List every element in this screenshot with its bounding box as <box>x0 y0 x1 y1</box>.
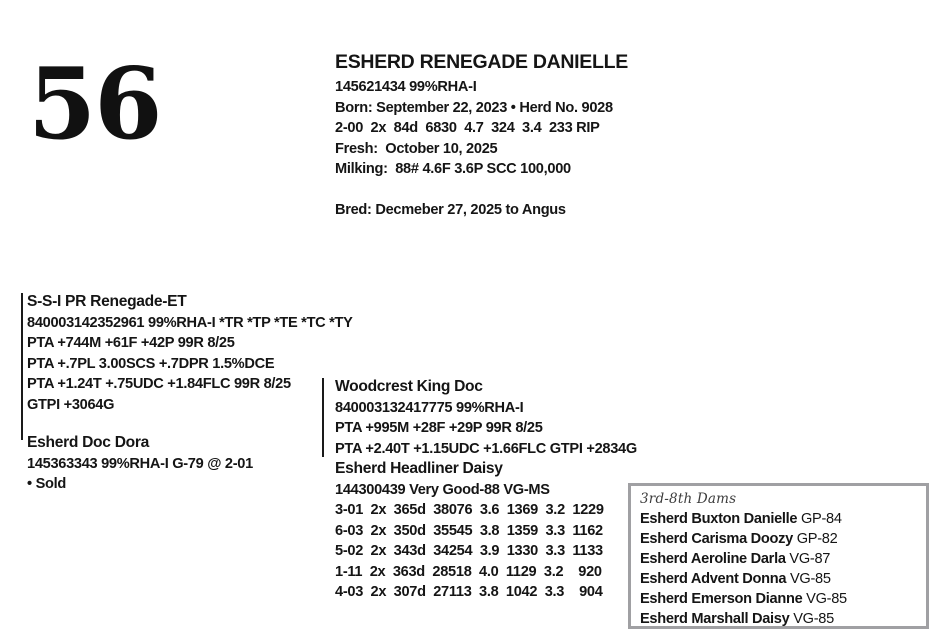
sire-line: 840003142352961 99%RHA-I *TR *TP *TE *TC *TY <box>27 314 353 331</box>
blank-line <box>335 180 628 201</box>
dams-box-item <box>640 609 926 629</box>
lot-number: 56 <box>28 47 161 162</box>
lactation-record: 1-11 2x 363d 28518 4.0 1129 3.2 920 <box>335 563 602 580</box>
lactation-record: 3-01 2x 365d 38076 3.6 1369 3.2 1229 <box>335 502 604 518</box>
second-dam-registration: 144300439 Very Good-88 VG-MS <box>335 481 550 498</box>
animal-record-line: 2-00 2x 84d 6830 4.7 324 3.4 233 RIP <box>335 120 600 136</box>
animal-milking-line: Milking: 88# 4.6F 3.6P SCC 100,000 <box>335 161 571 177</box>
dam-item-name: Esherd Carisma Doozy <box>640 531 793 547</box>
maternal-line-block <box>335 377 637 603</box>
animal-name: ESHERD RENEGADE DANIELLE <box>335 51 628 73</box>
grandsire-bracket-line <box>322 378 324 457</box>
dam-item-name: Esherd Advent Donna <box>640 571 787 587</box>
dam-item-score: VG-85 <box>789 571 831 587</box>
sire-line: PTA +744M +61F +42P 99R 8/25 <box>27 335 235 351</box>
dam-item-score: GP-82 <box>796 531 838 547</box>
dam-item-score: VG-87 <box>789 551 831 567</box>
sire-block <box>27 292 353 415</box>
animal-registration: 145621434 99%RHA-I <box>335 79 477 95</box>
dam-item-score: VG-85 <box>806 591 847 607</box>
dams-box-item <box>640 569 926 589</box>
maternal-grandsire-name: Woodcrest King Doc <box>335 378 483 395</box>
animal-bred-line: Bred: Decmeber 27, 2025 to Angus <box>335 202 566 218</box>
lactation-record: 5-02 2x 343d 34254 3.9 1330 3.3 1133 <box>335 543 603 559</box>
dam-block <box>27 433 253 495</box>
dam-item-name: Esherd Aeroline Darla <box>640 551 786 567</box>
sire-line: PTA +1.24T +.75UDC +1.84FLC 99R 8/25 <box>27 376 291 392</box>
dam-registration: 145363343 99%RHA-I G-79 @ 2-01 <box>27 455 253 472</box>
sire-line: PTA +.7PL 3.00SCS +.7DPR 1.5%DCE <box>27 355 275 372</box>
lactation-record: 6-03 2x 350d 35545 3.8 1359 3.3 1162 <box>335 522 603 539</box>
dam-item-name: Esherd Emerson Dianne <box>640 591 803 607</box>
dam-item-name: Esherd Buxton Danielle <box>640 511 798 527</box>
dam-item-score: VG-85 <box>793 611 834 627</box>
sire-name: S-S-I PR Renegade-ET <box>27 293 187 310</box>
dam-sold-note: • Sold <box>27 476 66 492</box>
maternal-grandsire-line: PTA +995M +28F +29P 99R 8/25 <box>335 420 543 436</box>
dam-item-name: Esherd Marshall Daisy <box>640 611 790 627</box>
dams-box <box>628 483 929 629</box>
lactation-record: 4-03 2x 307d 27113 3.8 1042 3.3 904 <box>335 584 603 600</box>
animal-fresh-line: Fresh: October 10, 2025 <box>335 140 498 157</box>
animal-info-block <box>335 50 628 221</box>
dams-box-item <box>640 589 926 609</box>
maternal-grandsire-line: 840003132417775 99%RHA-I <box>335 399 524 416</box>
dam-item-score: GP-84 <box>800 511 842 527</box>
dams-box-item <box>640 529 926 549</box>
dams-box-title: 3rd-8th Dams <box>640 491 737 507</box>
dams-box-item <box>640 549 926 569</box>
dams-box-item <box>640 509 926 529</box>
second-dam-name: Esherd Headliner Daisy <box>335 460 503 477</box>
sire-line: GTPI +3064G <box>27 396 115 413</box>
dam-name: Esherd Doc Dora <box>27 434 150 451</box>
sire-bracket-line <box>21 293 23 440</box>
maternal-grandsire-line: PTA +2.40T +1.15UDC +1.66FLC GTPI +2834G <box>335 440 637 457</box>
animal-born-line: Born: September 22, 2023 • Herd No. 9028 <box>335 99 613 116</box>
